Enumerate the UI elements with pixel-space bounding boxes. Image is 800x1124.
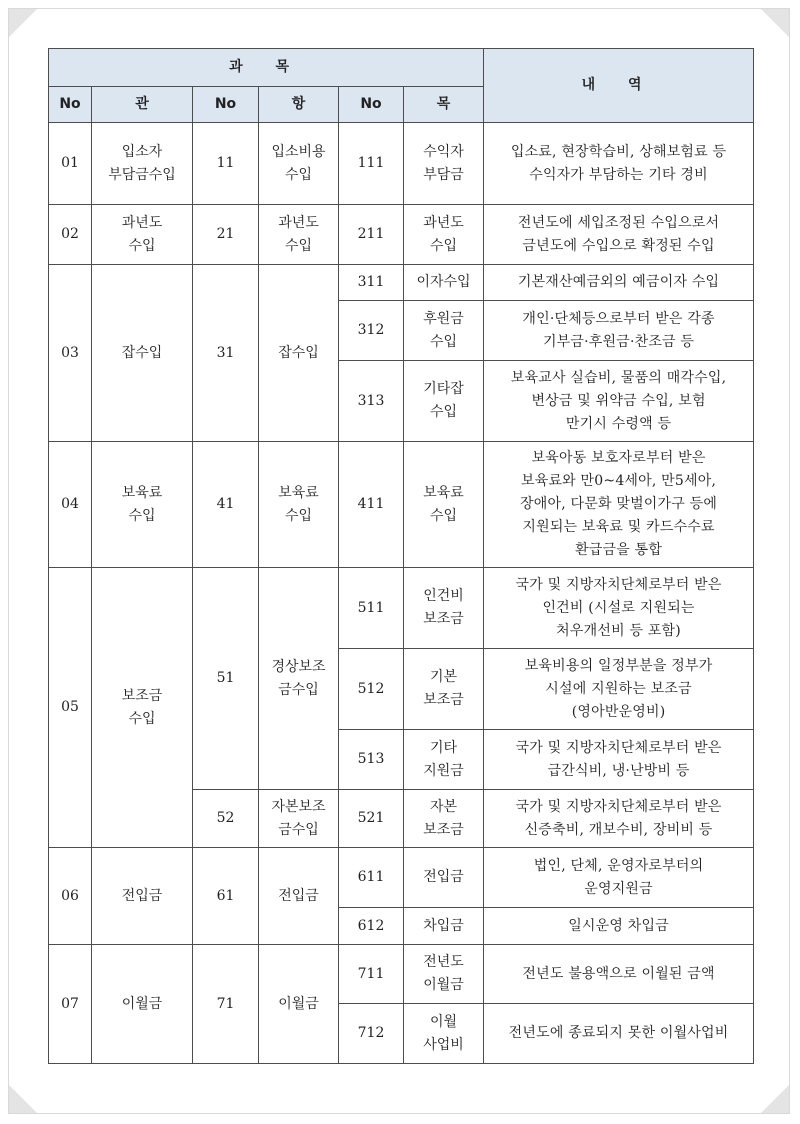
description-cell: 일시운영 차입금 bbox=[484, 908, 754, 945]
hang-cell: 입소비용 수입 bbox=[259, 123, 339, 205]
table-row bbox=[49, 205, 754, 265]
mok-no-cell: 313 bbox=[339, 361, 404, 442]
hang-cell: 보육료 수입 bbox=[259, 442, 339, 568]
hang-cell: 이월금 bbox=[259, 945, 339, 1064]
hang-no-cell: 21 bbox=[193, 205, 259, 265]
description-cell: 보육아동 보호자로부터 받은 보육료와 만0~4세아, 만5세아, 장애아, 다문화 맞벌이가구 등에 지원되는 보육료 및 카드수수료 환급금을 통합 bbox=[484, 442, 754, 568]
gwan-no-cell: 01 bbox=[49, 123, 92, 205]
hang-cell: 잡수입 bbox=[259, 265, 339, 442]
mok-cell: 기본 보조금 bbox=[404, 649, 484, 730]
hang-no-cell: 11 bbox=[193, 123, 259, 205]
hang-cell: 경상보조 금수입 bbox=[259, 568, 339, 790]
page-corner-top-right bbox=[761, 9, 789, 37]
header-hang-no: No bbox=[193, 87, 259, 123]
mok-cell: 보육료 수입 bbox=[404, 442, 484, 568]
mok-cell: 이월 사업비 bbox=[404, 1004, 484, 1064]
header-mok: 목 bbox=[404, 87, 484, 123]
description-cell: 국가 및 지방자치단체로부터 받은 인건비 (시설로 지원되는 처우개선비 등 포함) bbox=[484, 568, 754, 649]
gwan-cell: 잡수입 bbox=[92, 265, 193, 442]
mok-no-cell: 111 bbox=[339, 123, 404, 205]
mok-no-cell: 311 bbox=[339, 265, 404, 301]
revenue-account-table bbox=[48, 48, 754, 1064]
mok-cell: 인건비 보조금 bbox=[404, 568, 484, 649]
description-cell: 개인·단체등으로부터 받은 각종 기부금·후원금·찬조금 등 bbox=[484, 301, 754, 361]
mok-cell: 기타 지원금 bbox=[404, 730, 484, 790]
description-cell: 전년도에 세입조정된 수입으로서 금년도에 수입으로 확정된 수입 bbox=[484, 205, 754, 265]
table-row bbox=[49, 442, 754, 568]
gwan-cell: 보조금 수입 bbox=[92, 568, 193, 848]
page-corner-top-left bbox=[9, 9, 37, 37]
description-cell: 기본재산예금외의 예금이자 수입 bbox=[484, 265, 754, 301]
hang-no-cell: 41 bbox=[193, 442, 259, 568]
mok-no-cell: 612 bbox=[339, 908, 404, 945]
gwan-cell: 이월금 bbox=[92, 945, 193, 1064]
mok-cell: 전입금 bbox=[404, 848, 484, 908]
description-cell: 보육비용의 일정부분을 정부가 시설에 지원하는 보조금 (영아반운영비) bbox=[484, 649, 754, 730]
page-corner-bottom-right bbox=[761, 1085, 789, 1113]
mok-no-cell: 513 bbox=[339, 730, 404, 790]
gwan-no-cell: 06 bbox=[49, 848, 92, 945]
hang-no-cell: 52 bbox=[193, 790, 259, 848]
header-subject-group: 과 목 bbox=[49, 49, 484, 87]
description-cell: 국가 및 지방자치단체로부터 받은 급간식비, 냉·난방비 등 bbox=[484, 730, 754, 790]
hang-cell: 과년도 수입 bbox=[259, 205, 339, 265]
mok-cell: 전년도 이월금 bbox=[404, 945, 484, 1004]
mok-no-cell: 411 bbox=[339, 442, 404, 568]
mok-no-cell: 511 bbox=[339, 568, 404, 649]
header-description: 내 역 bbox=[484, 49, 754, 123]
mok-cell: 수익자 부담금 bbox=[404, 123, 484, 205]
mok-cell: 후원금 수입 bbox=[404, 301, 484, 361]
mok-cell: 과년도 수입 bbox=[404, 205, 484, 265]
description-cell: 전년도에 종료되지 못한 이월사업비 bbox=[484, 1004, 754, 1064]
header-mok-no: No bbox=[339, 87, 404, 123]
mok-no-cell: 712 bbox=[339, 1004, 404, 1064]
gwan-cell: 보육료 수입 bbox=[92, 442, 193, 568]
hang-no-cell: 71 bbox=[193, 945, 259, 1064]
gwan-no-cell: 02 bbox=[49, 205, 92, 265]
mok-no-cell: 611 bbox=[339, 848, 404, 908]
mok-cell: 자본 보조금 bbox=[404, 790, 484, 848]
hang-cell: 전입금 bbox=[259, 848, 339, 945]
mok-no-cell: 211 bbox=[339, 205, 404, 265]
gwan-no-cell: 05 bbox=[49, 568, 92, 848]
header-gwan: 관 bbox=[92, 87, 193, 123]
description-cell: 법인, 단체, 운영자로부터의 운영지원금 bbox=[484, 848, 754, 908]
mok-no-cell: 711 bbox=[339, 945, 404, 1004]
mok-no-cell: 521 bbox=[339, 790, 404, 848]
table-row bbox=[49, 123, 754, 205]
hang-no-cell: 61 bbox=[193, 848, 259, 945]
description-cell: 보육교사 실습비, 물품의 매각수입, 변상금 및 위약금 수입, 보험 만기시 수령액 등 bbox=[484, 361, 754, 442]
page-corner-bottom-left bbox=[9, 1085, 37, 1113]
table-row bbox=[49, 265, 754, 301]
description-cell: 전년도 불용액으로 이월된 금액 bbox=[484, 945, 754, 1004]
hang-no-cell: 51 bbox=[193, 568, 259, 790]
header-hang: 항 bbox=[259, 87, 339, 123]
mok-cell: 이자수입 bbox=[404, 265, 484, 301]
hang-cell: 자본보조 금수입 bbox=[259, 790, 339, 848]
description-cell: 입소료, 현장학습비, 상해보험료 등 수익자가 부담하는 기타 경비 bbox=[484, 123, 754, 205]
gwan-no-cell: 03 bbox=[49, 265, 92, 442]
gwan-cell: 입소자 부담금수입 bbox=[92, 123, 193, 205]
mok-cell: 차입금 bbox=[404, 908, 484, 945]
table-row bbox=[49, 568, 754, 649]
mok-no-cell: 312 bbox=[339, 301, 404, 361]
description-cell: 국가 및 지방자치단체로부터 받은 신증축비, 개보수비, 장비비 등 bbox=[484, 790, 754, 848]
table-row bbox=[49, 848, 754, 908]
mok-no-cell: 512 bbox=[339, 649, 404, 730]
hang-no-cell: 31 bbox=[193, 265, 259, 442]
gwan-cell: 전입금 bbox=[92, 848, 193, 945]
table-row bbox=[49, 945, 754, 1004]
gwan-cell: 과년도 수입 bbox=[92, 205, 193, 265]
gwan-no-cell: 04 bbox=[49, 442, 92, 568]
gwan-no-cell: 07 bbox=[49, 945, 92, 1064]
mok-cell: 기타잡 수입 bbox=[404, 361, 484, 442]
header-gwan-no: No bbox=[49, 87, 92, 123]
